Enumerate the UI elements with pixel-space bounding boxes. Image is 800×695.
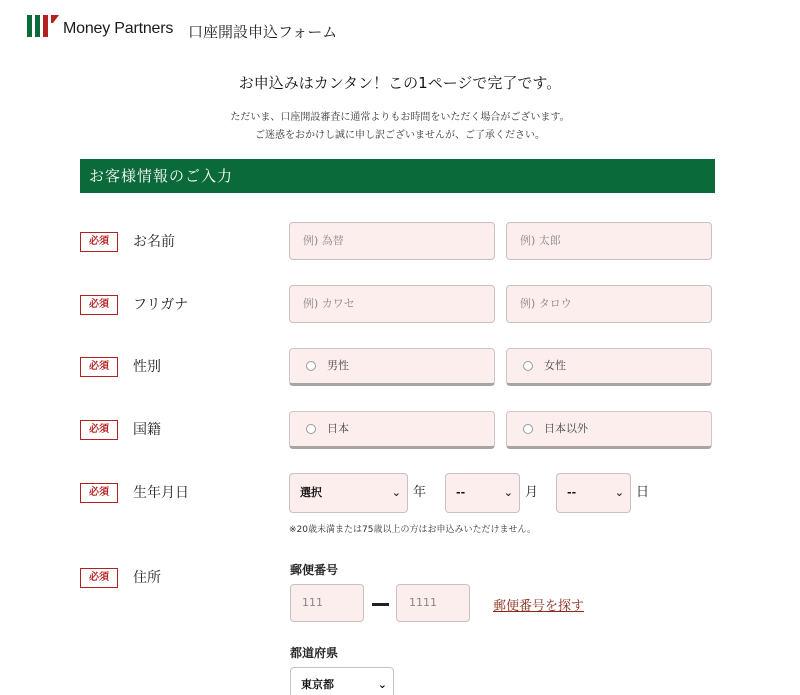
- age-restriction-note: ※20歳未満または75歳以上の方はお申込みいただけません。: [289, 525, 536, 535]
- gender-option-male[interactable]: [289, 348, 495, 386]
- required-badge: 必須: [80, 483, 118, 503]
- birth-day-value: --: [567, 486, 577, 499]
- page-title: 口座開設申込フォーム: [188, 23, 338, 41]
- money-partners-logo: [26, 14, 60, 38]
- section-header: お客様情報のご入力: [80, 159, 715, 193]
- row-label-gender: 性別: [133, 359, 161, 375]
- birth-year-select[interactable]: [289, 473, 408, 513]
- lead-note-line2: ご迷惑をおかけし誠に申し訳ございませんが、ご了承ください。: [255, 130, 545, 141]
- header: [26, 12, 786, 46]
- find-postal-code-link[interactable]: 郵便番号を探す: [493, 599, 585, 614]
- radio-icon: [306, 361, 316, 371]
- birth-day-select[interactable]: [556, 473, 631, 513]
- prefecture-value: 東京都: [301, 678, 334, 691]
- lead-note-line1: ただいま、口座開設審査に通常よりもお時間をいただく場合がございます。: [230, 112, 570, 123]
- prefecture-label: 都道府県: [290, 646, 339, 660]
- radio-icon: [306, 424, 316, 434]
- prefecture-select[interactable]: [290, 667, 394, 695]
- nationality-option-label: 日本以外: [544, 422, 588, 435]
- first-name-kana-input[interactable]: 例) タロウ: [506, 285, 712, 323]
- row-label-birthdate: 生年月日: [133, 485, 189, 501]
- postal-code-separator: [372, 603, 389, 606]
- row-label-kana: フリガナ: [133, 297, 189, 313]
- postal-code-first-input[interactable]: 111: [290, 584, 364, 622]
- brand-name: Money Partners: [63, 20, 174, 37]
- nationality-option-japan[interactable]: [289, 411, 495, 449]
- month-unit: 月: [525, 485, 539, 500]
- radio-icon: [523, 424, 533, 434]
- row-label-name: お名前: [133, 234, 175, 250]
- required-badge: 必須: [80, 420, 118, 440]
- birth-year-value: 選択: [300, 486, 322, 499]
- postal-code-second-input[interactable]: 1111: [396, 584, 470, 622]
- day-unit: 日: [636, 485, 650, 500]
- chevron-down-icon: ⌄: [614, 486, 624, 499]
- gender-option-female[interactable]: [506, 348, 712, 386]
- year-unit: 年: [413, 485, 427, 500]
- row-label-address: 住所: [133, 570, 161, 586]
- birth-month-value: --: [456, 486, 466, 499]
- gender-option-label: 男性: [327, 359, 349, 372]
- required-badge: 必須: [80, 568, 118, 588]
- last-name-input[interactable]: 例) 為替: [289, 222, 495, 260]
- lead-title: お申込みはカンタン！この1ページで完了です。: [238, 74, 562, 92]
- gender-option-label: 女性: [544, 359, 566, 372]
- row-label-nationality: 国籍: [133, 422, 161, 438]
- radio-icon: [523, 361, 533, 371]
- first-name-input[interactable]: 例) 太郎: [506, 222, 712, 260]
- chevron-down-icon: ⌄: [377, 678, 387, 691]
- required-badge: 必須: [80, 232, 118, 252]
- nationality-option-label: 日本: [327, 422, 349, 435]
- last-name-kana-input[interactable]: 例) カワセ: [289, 285, 495, 323]
- required-badge: 必須: [80, 295, 118, 315]
- nationality-option-other[interactable]: [506, 411, 712, 449]
- chevron-down-icon: ⌄: [503, 486, 513, 499]
- required-badge: 必須: [80, 357, 118, 377]
- chevron-down-icon: ⌄: [391, 486, 401, 499]
- birth-month-select[interactable]: [445, 473, 520, 513]
- postal-code-label: 郵便番号: [290, 563, 339, 577]
